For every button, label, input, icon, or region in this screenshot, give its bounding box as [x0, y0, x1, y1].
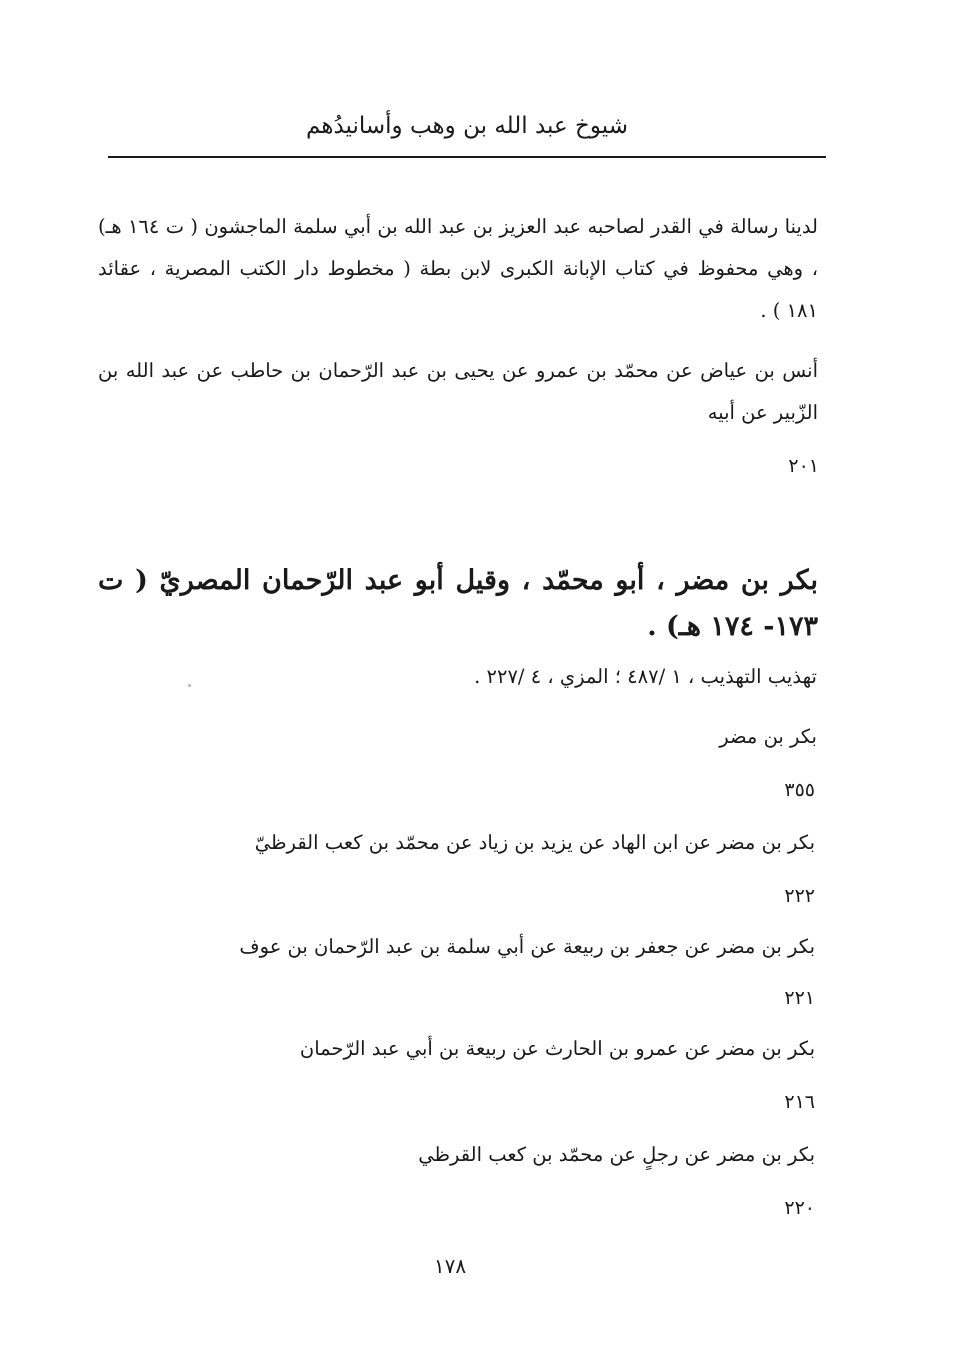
- chain-line-1: بكر بن مضر عن ابن الهاد عن يزيد بن زياد عن محمّد بن كعب القرظيّ: [254, 831, 815, 854]
- chain-line-2-number: ٢٢١: [784, 987, 815, 1009]
- entry-total: ٣٥٥: [784, 779, 815, 801]
- chain-line-3-number: ٢١٦: [784, 1091, 815, 1113]
- chain-line-4: بكر بن مضر عن رجلٍ عن محمّد بن كعب القرظي: [418, 1143, 815, 1166]
- chain-line-2: بكر بن مضر عن جعفر بن ربيعة عن أبي سلمة بن عبد الرّحمان بن عوف: [239, 935, 815, 958]
- chain-line-3: بكر بن مضر عن عمرو بن الحارث عن ربيعة بن أبي عبد الرّحمان: [299, 1037, 815, 1060]
- running-header: شيوخ عبد الله بن وهب وأسانيدُهم: [306, 113, 628, 139]
- chain-number: ٢٠١: [788, 455, 819, 477]
- entry-heading: بكر بن مضر ، أبو محمّد ، وقيل أبو عبد الرّحمان المصريّ ( ت ١٧٣- ١٧٤ هـ) .: [98, 565, 818, 642]
- intro-paragraph: لدينا رسالة في القدر لصاحبه عبد العزيز بن عبد الله بن أبي سلمة الماجشون ( ت ١٦٤ هـ) ، وهي محفوظ في كتاب الإبانة الكبرى لابن بطة ( مخطوط دار الكتب المصرية ، عقائد ١٨١ ) .: [98, 215, 818, 322]
- scan-speck: [188, 684, 191, 687]
- header-rule: [108, 156, 826, 158]
- page-number: ١٧٨: [433, 1254, 467, 1278]
- chain-paragraph: أنس بن عياض عن محمّد بن عمرو عن يحيى بن عبد الرّحمان بن حاطب عن عبد الله بن الزّبير عن أبيه: [98, 359, 818, 424]
- entry-reference: تهذيب التهذيب ، ١ /٤٨٧ ؛ المزي ، ٤ /٢٢٧ .: [474, 665, 817, 688]
- chain-line-1-number: ٢٢٢: [784, 885, 815, 907]
- entry-name: بكر بن مضر: [719, 725, 817, 748]
- chain-line-4-number: ٢٢٠: [784, 1197, 815, 1219]
